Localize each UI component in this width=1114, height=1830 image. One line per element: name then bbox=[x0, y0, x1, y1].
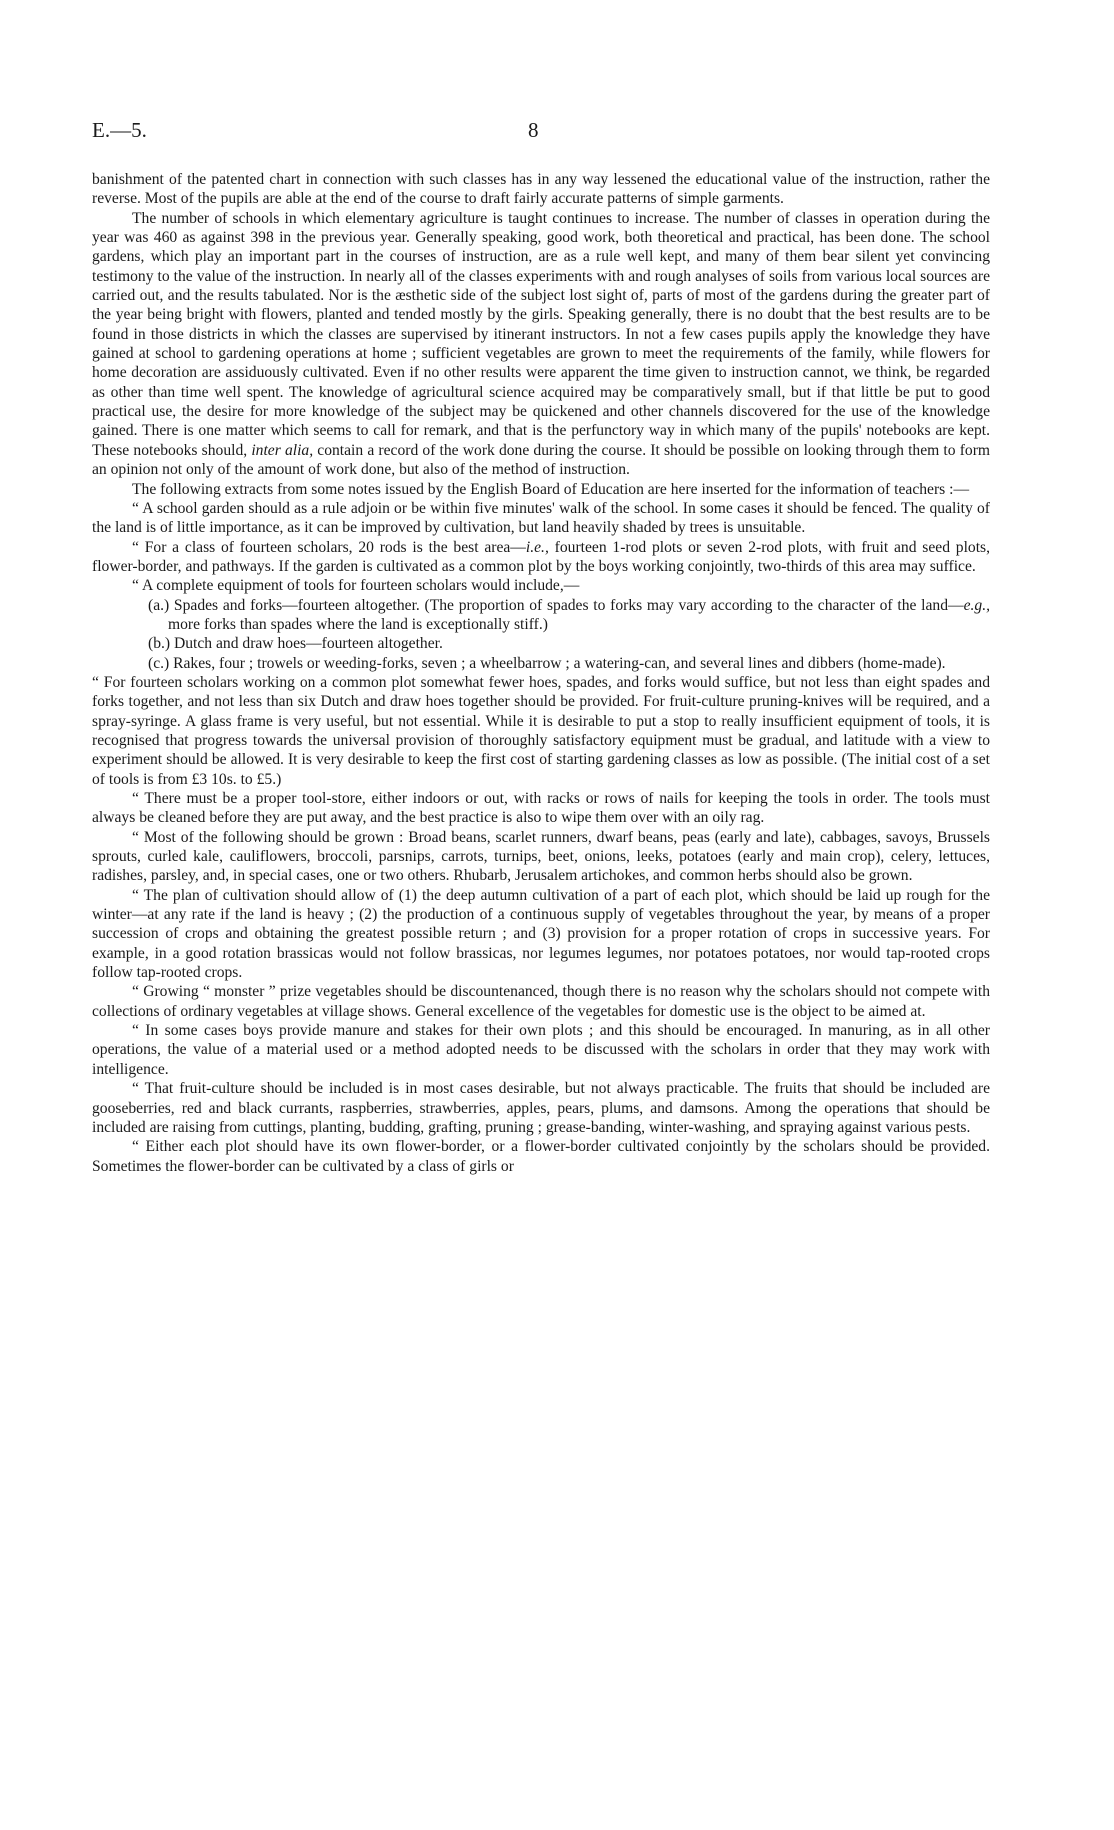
list-item-text: (a.) Spades and forks—fourteen altogether. (The proportion of spades to forks may vary according to the character of the land— bbox=[148, 596, 964, 614]
list-item bbox=[92, 596, 990, 635]
quoted-paragraph: “ In some cases boys provide manure and stakes for their own plots ; and this should be encouraged. In manuring, as in all other operations, the value of a material used or a method adopted needs to be discussed with the scholars in order that they may work with intelligence. bbox=[92, 1022, 990, 1078]
quoted-paragraph: “ Most of the following should be grown : Broad beans, scarlet runners, dwarf beans, peas (early and late), cabbages, savoys, Brussels sprouts, curled kale, cauliflowers, broccoli, parsnips, carrots, turnips, beet, onions, leeks, potatoes (early and main crop), celery, lettuces, radishes, parsley, and, in special cases, one or two others. Rhubarb, Jerusalem artichokes, and common herbs should also be grown. bbox=[92, 828, 990, 885]
quoted-paragraph: “ There must be a proper tool-store, either indoors or out, with racks or rows of nails for keeping the tools in order. The tools must always be cleaned before they are put away, and the best practice is also to wipe them over with an oily rag. bbox=[92, 790, 990, 827]
quoted-paragraph: “ A school garden should as a rule adjoin or be within five minutes' walk of the school. In some cases it should be fenced. The quality of the land is of little importance, as it can be improved by cultivation, but land heavily shaded by trees is unsuitable. bbox=[92, 499, 990, 537]
list-item-text: more forks than spades where the land is exceptionally stiff.) bbox=[168, 615, 548, 633]
document-body bbox=[92, 170, 990, 1176]
italic-phrase: i.e., bbox=[525, 538, 549, 556]
quoted-paragraph: “ Either each plot should have its own flower-border, or a flower-border cultivated conjointly by the scholars should be provided. Sometimes the flower-border can be cultivated by a class of girls or bbox=[92, 1138, 990, 1175]
list-item: (c.) Rakes, four ; trowels or weeding-forks, seven ; a wheelbarrow ; a watering-can, and several lines and dibbers (home-made). bbox=[148, 654, 946, 672]
list-item: (b.) Dutch and draw hoes—fourteen altogether. bbox=[148, 635, 443, 653]
quoted-paragraph bbox=[92, 538, 990, 577]
page-number: 8 bbox=[528, 118, 539, 142]
page-header bbox=[92, 118, 992, 144]
paragraph-text: The number of schools in which elementary agriculture is taught continues to increase. The number of classes in operation during the year was 460 as against 398 in the previous year. Generally speaking, good work, both theoretical and practical, has been done. The school gardens, which play an important part in the courses of instruction, are as a rule well kept, and many of them bear silent yet convincing testimony to the value of the instruction. In nearly all of the classes experiments with and rough analyses of soils from various local sources are carried out, and the results tabulated. Nor is the æsthetic side of the subject lost sight of, parts of most of the gardens during the greater part of the year being bright with flowers, planted and tended mostly by the girls. Speaking generally, there is no doubt that the best results are to be found in those districts in which the classes are supervised by itinerant instructors. In not a few cases pupils apply the knowledge they have gained at school to gardening operations at home ; sufficient vegetables are grown to meet the requirements of the family, while flowers for home decoration are assiduously cultivated. Even if no other results were apparent the time given to instruction cannot, we think, be regarded as other than time well spent. The knowledge of agricultural science acquired may be comparatively small, but if that little be put to good practical use, the desire for more knowledge of the subject may be quickened and other channels discovered for the use of the knowledge gained. There is one matter which seems to call for remark, and that is the perfunctory way in which many of the pupils' notebooks are kept. These notebooks should, bbox=[92, 209, 990, 459]
quoted-paragraph: “ That fruit-culture should be included is in most cases desirable, but not always practicable. The fruits that should be included are gooseberries, red and black currants, raspberries, strawberries, apples, pears, plums, and damsons. Among the operations that should be included are raising from cuttings, planting, budding, grafting, pruning ; grease-banding, winter-washing, and spraying against various pests. bbox=[92, 1080, 990, 1136]
quoted-paragraph: “ A complete equipment of tools for fourteen scholars would include,— bbox=[132, 577, 580, 595]
paragraph-text: contain a record of the work done during the course. It should be possible on looking through them to form an opinion not only of the amount of work done, but also of the method of instruction. bbox=[92, 441, 991, 479]
paragraph: The following extracts from some notes issued by the English Board of Education are here inserted for the information of teachers :— bbox=[132, 480, 970, 498]
paragraph-text: fourteen 1-rod plots or seven 2-rod plots, with fruit and seed plots, flower-border, and pathways. If the garden is cultivated as a common plot by the boys working conjointly, two-thirds of this area may suffice. bbox=[92, 538, 991, 575]
paragraph-text: “ For a class of fourteen scholars, 20 rods is the best area— bbox=[132, 538, 526, 556]
paragraph bbox=[92, 209, 990, 480]
quoted-paragraph: “ Growing “ monster ” prize vegetables should be discountenanced, though there is no reason why the scholars should not compete with collections of ordinary vegetables at village shows. General excellence of the vegetables for domestic use is the object to be aimed at. bbox=[92, 983, 990, 1020]
italic-phrase: inter alia, bbox=[251, 441, 314, 459]
paragraph: banishment of the patented chart in connection with such classes has in any way lessened the educational value of the instruction, rather the reverse. Most of the pupils are able at the end of the course to draft fairly accurate patterns of simple garments. bbox=[92, 171, 990, 208]
italic-phrase: e.g., bbox=[963, 596, 990, 614]
quoted-paragraph: “ For fourteen scholars working on a common plot somewhat fewer hoes, spades, and forks would suffice, but not less than eight spades and forks together, and not less than six Dutch and draw hoes together should be provided. For fruit-culture pruning-knives will be required, and a spray-syringe. A glass frame is very useful, but not essential. While it is desirable to put a stop to really insufficient equipment of tools, it is recognised that progress towards the universal provision of thoroughly satisfactory equipment must be gradual, and latitude with a view to experiment should be allowed. It is very desirable to keep the first cost of starting gardening classes as low as possible. (The initial cost of a set of tools is from £3 10s. to £5.) bbox=[92, 673, 990, 788]
document-code: E.—5. bbox=[92, 118, 147, 142]
quoted-paragraph: “ The plan of cultivation should allow of (1) the deep autumn cultivation of a part of each plot, which should be laid up rough for the winter—at any rate if the land is heavy ; (2) the production of a continuous supply of vegetables throughout the year, by means of a proper succession of crops and obtaining the greatest possible return ; and (3) provision for a proper rotation of crops in successive years. For example, in a good rotation brassicas would not follow brassicas, nor legumes legumes, nor potatoes potatoes, nor would tap-rooted crops follow tap-rooted crops. bbox=[92, 886, 990, 982]
